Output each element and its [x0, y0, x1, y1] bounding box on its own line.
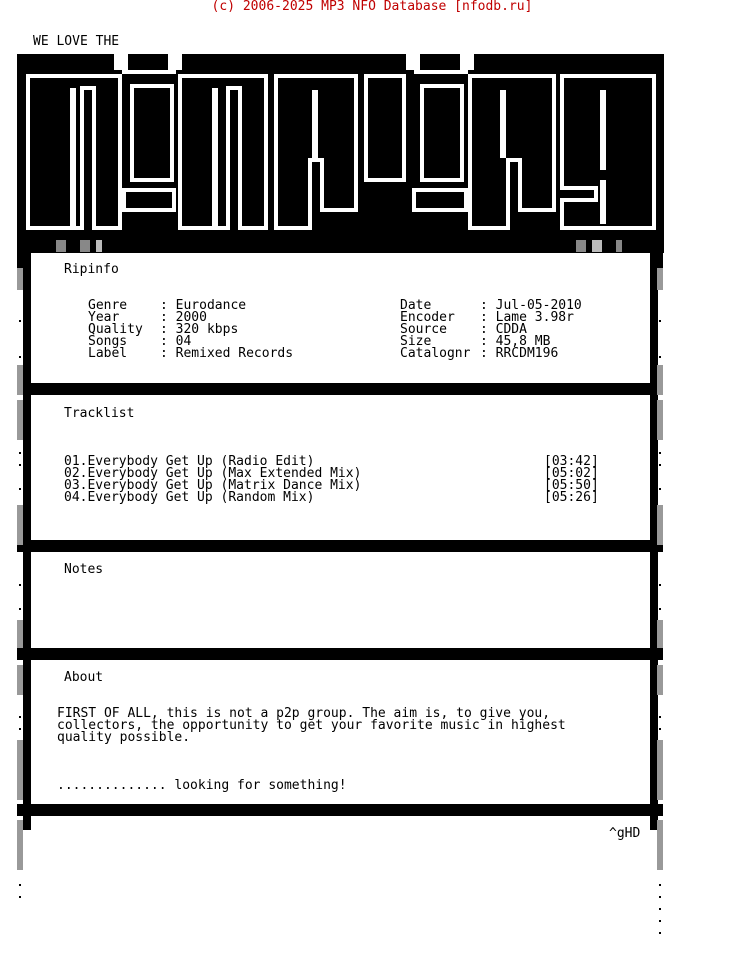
- ripinfo-value: : 320 kbps: [160, 322, 239, 337]
- ripinfo-value: : Lame 3.98r: [480, 310, 574, 325]
- ripinfo-label: Genre: [88, 298, 128, 313]
- about-line: quality possible.: [57, 730, 191, 745]
- ripinfo-label: Catalognr: [400, 346, 471, 361]
- ripinfo-label: Songs: [88, 334, 128, 349]
- about-footer: .............. looking for something!: [57, 778, 347, 793]
- track-time: [05:02]: [544, 466, 599, 481]
- ripinfo-value: : Jul-05-2010: [480, 298, 582, 313]
- track-name: 03.Everybody Get Up (Matrix Dance Mix): [64, 478, 362, 493]
- signature: ^gHD: [609, 826, 641, 841]
- ripinfo-value: : RRCDM196: [480, 346, 559, 361]
- ripinfo-value: : Eurodance: [160, 298, 247, 313]
- ripinfo-label: Size: [400, 334, 432, 349]
- track-name: 02.Everybody Get Up (Max Extended Mix): [64, 466, 362, 481]
- ripinfo-value: : Remixed Records: [160, 346, 294, 361]
- ripinfo-value: : 04: [160, 334, 192, 349]
- ripinfo-label: Source: [400, 322, 447, 337]
- ripinfo-value: : 2000: [160, 310, 207, 325]
- track-time: [05:26]: [544, 490, 599, 505]
- about-title: About: [64, 670, 104, 685]
- ripinfo-value: : CDDA: [480, 322, 527, 337]
- about-line: collectors, the opportunity to get your favorite music in highest: [57, 718, 566, 733]
- ripinfo-label: Date: [400, 298, 432, 313]
- ripinfo-value: : 45,8 MB: [480, 334, 551, 349]
- ripinfo-label: Year: [88, 310, 120, 325]
- tracklist-title: Tracklist: [64, 406, 135, 421]
- tagline: WE LOVE THE: [33, 34, 120, 49]
- track-name: 04.Everybody Get Up (Random Mix): [64, 490, 315, 505]
- ripinfo-label: Quality: [88, 322, 143, 337]
- ripinfo-label: Label: [88, 346, 128, 361]
- track-time: [03:42]: [544, 454, 599, 469]
- track-time: [05:50]: [544, 478, 599, 493]
- track-name: 01.Everybody Get Up (Radio Edit): [64, 454, 315, 469]
- site-header: (c) 2006-2025 MP3 NFO Database [nfodb.ru]: [211, 0, 533, 14]
- ripinfo-label: Encoder: [400, 310, 455, 325]
- notes-title: Notes: [64, 562, 104, 577]
- ripinfo-title: Ripinfo: [64, 262, 119, 277]
- about-line: FIRST OF ALL, this is not a p2p group. The aim is, to give you,: [57, 706, 551, 721]
